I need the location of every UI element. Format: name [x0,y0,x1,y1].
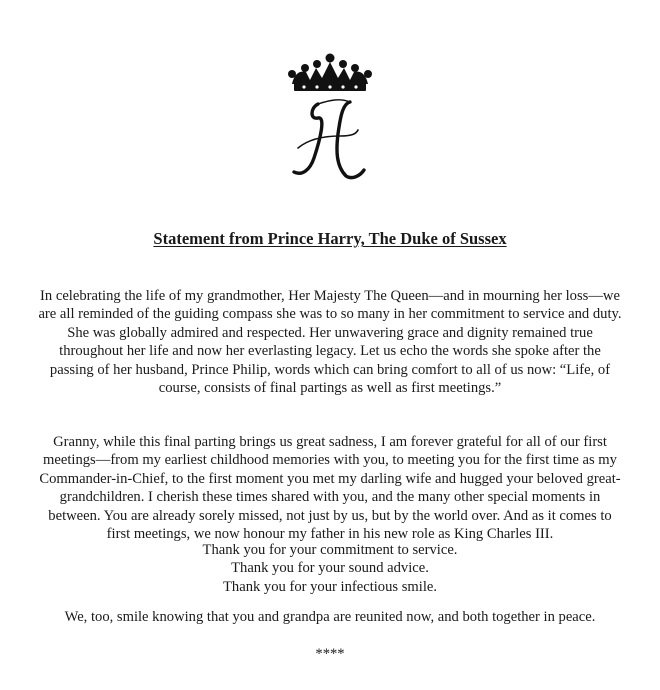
text-line: meetings—from my earliest childhood memories with you, to meeting you for the first time as my [43,452,617,469]
royal-monogram [280,50,380,180]
crown-icon [288,54,372,92]
text-line: course, consists of final partings as well as first meetings.” [158,380,502,397]
paragraph-1 [10,287,650,397]
text-line: In celebrating the life of my grandmother, Her Majesty The Queen—and in mourning her loss—we [40,288,620,304]
text-line: first meetings, we now honour my father in his new role as King Charles III. [106,526,554,543]
text-line: throughout her life and now her everlasting legacy. Let us echo the words she spoke after the [59,343,601,360]
text-line: grandchildren. I cherish these times shared with you, and the many other special moments in [59,489,601,506]
text-line: Thank you for your sound advice. [231,560,429,577]
paragraph-4: We, too, smile knowing that you and grandpa are reunited now, and both together in peace. [64,609,596,625]
statement-title: Statement from Prince Harry, The Duke of Sussex [153,229,507,248]
text-line: Commander-in-Chief, to the first moment you met my darling wife and hugged your beloved great- [39,470,621,487]
text-line: passing of her husband, Prince Philip, words which can bring comfort to all of us now: “Life, of [49,361,611,378]
text-line: between. You are already sorely missed, not just by us, but by the world over. And as it comes to [48,507,612,524]
end-mark: **** [315,646,345,662]
text-line: are all reminded of the guiding compass she was to so many in her commitment to service and duty. [38,306,622,323]
text-line: Granny, while this final parting brings us great sadness, I am forever grateful for all of our first [53,434,607,450]
text-line: She was globally admired and respected. Her unwavering grace and dignity remained true [67,324,593,341]
text-line: Thank you for your commitment to service. [202,542,458,558]
paragraph-3 [10,541,650,596]
paragraph-2 [10,433,650,543]
text-line: Thank you for your infectious smile. [223,578,437,595]
script-h-letter [294,100,364,178]
